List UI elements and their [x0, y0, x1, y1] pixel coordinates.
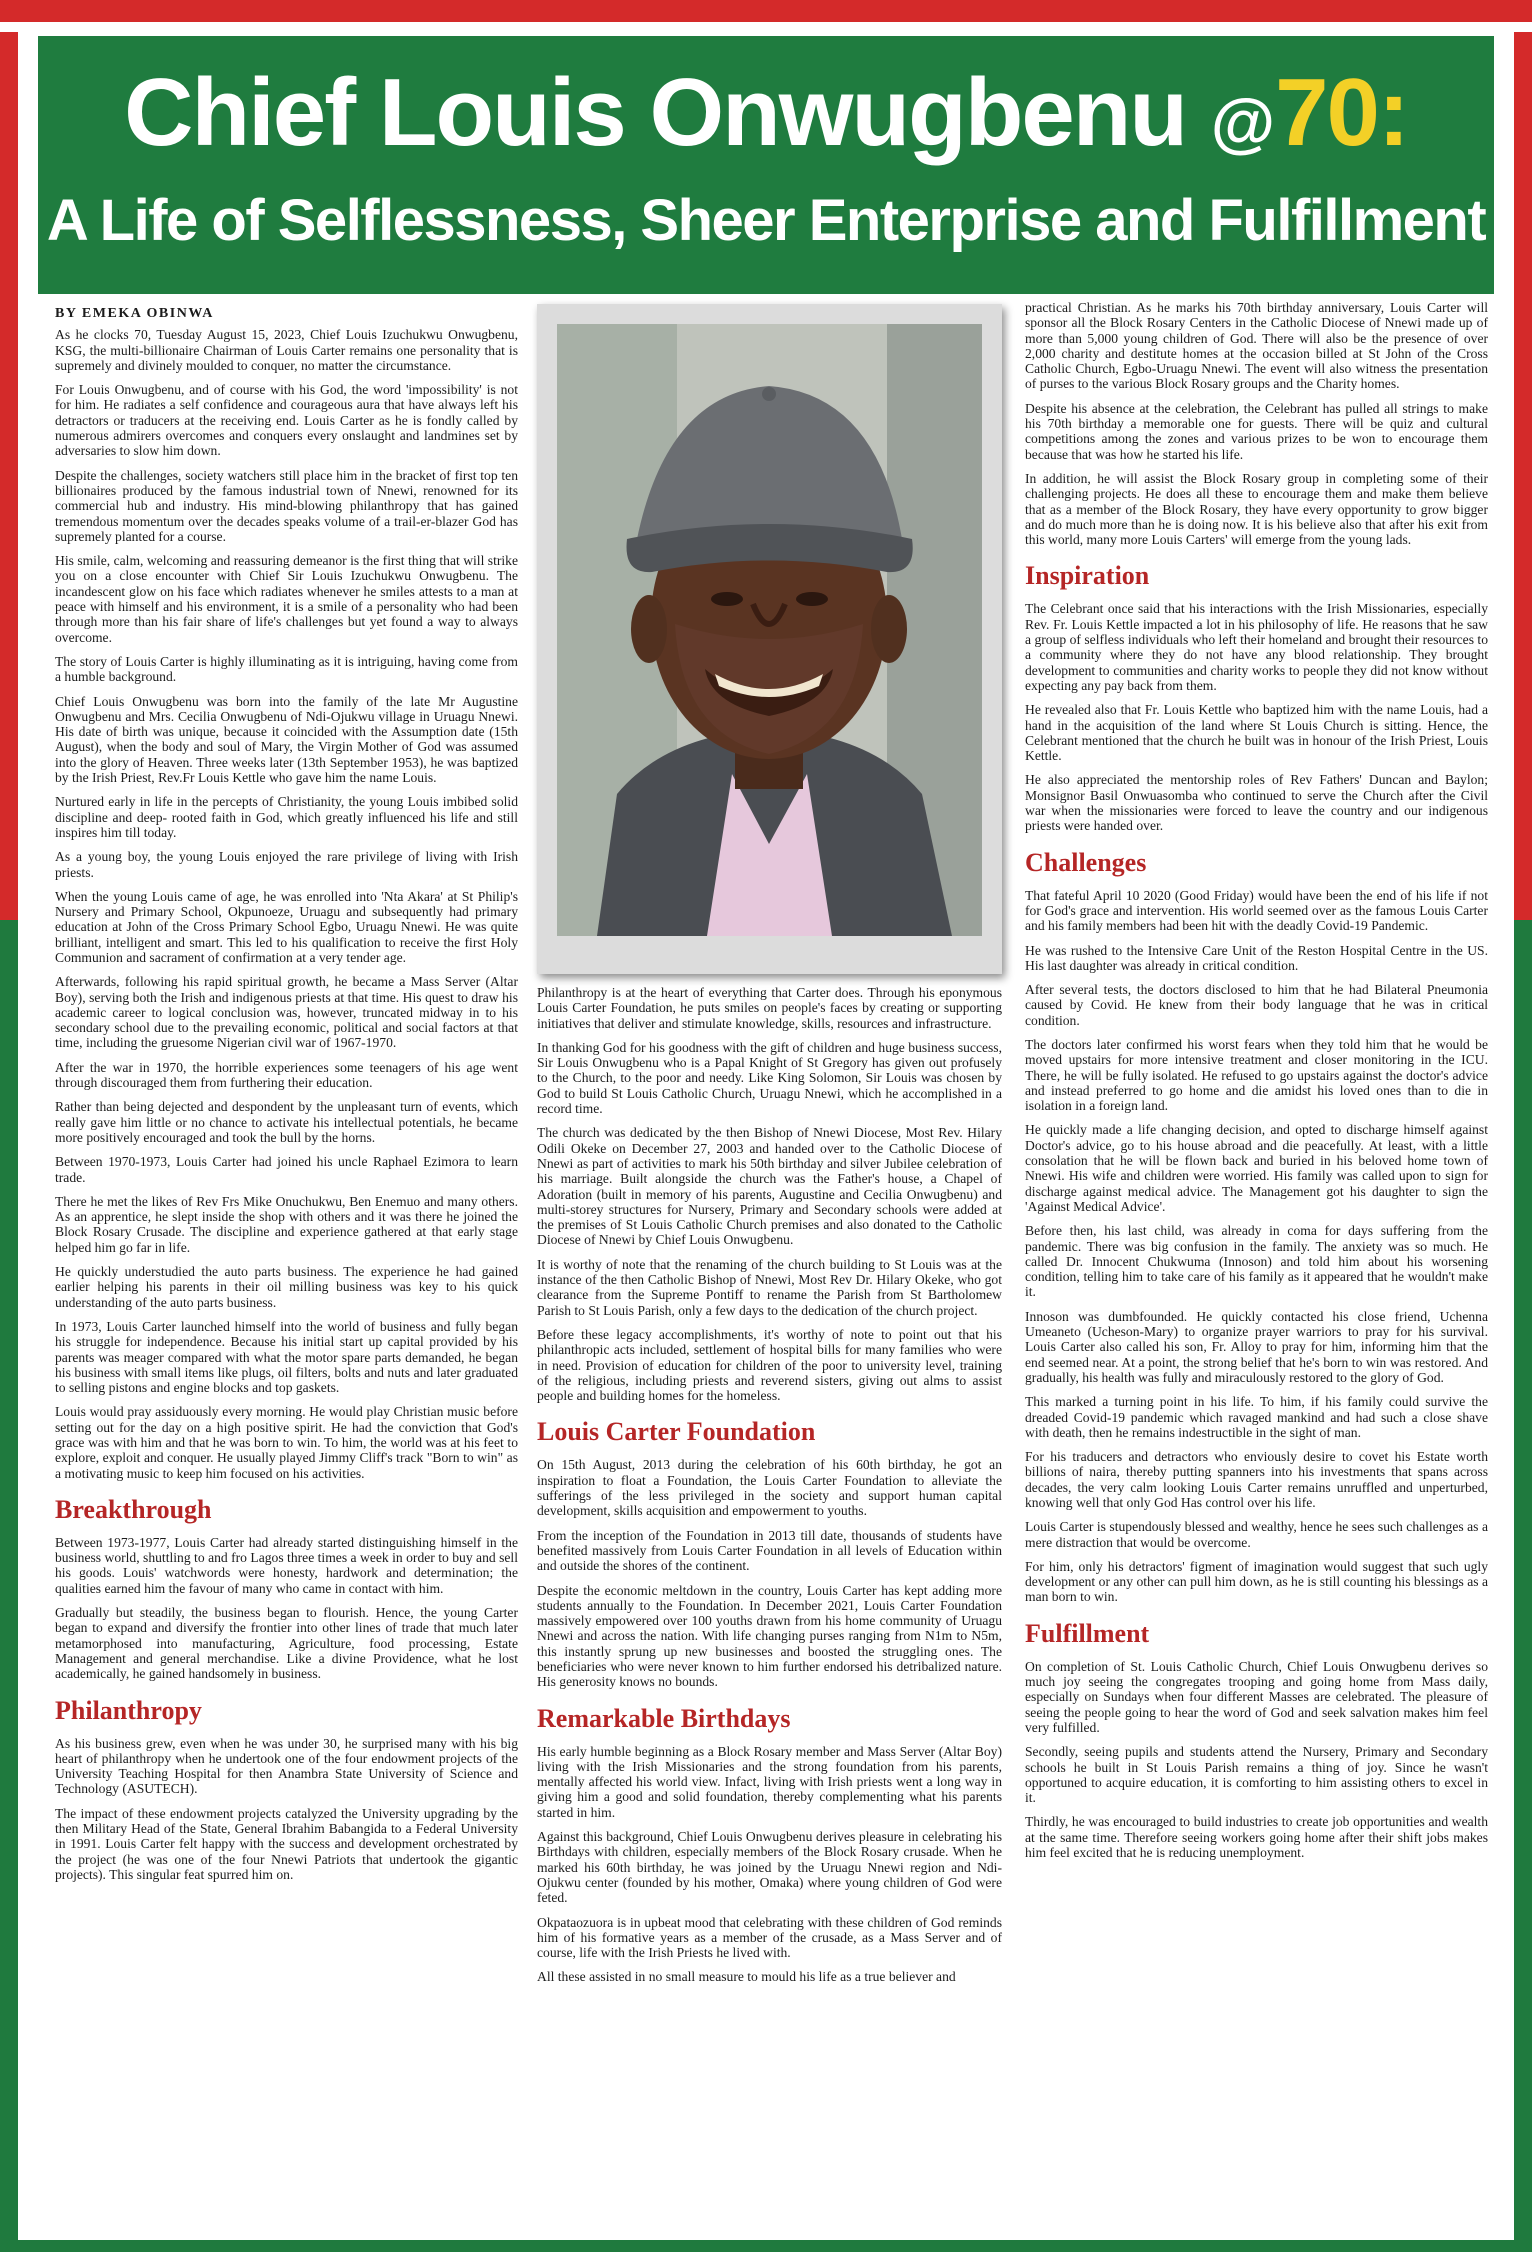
paragraph: After the war in 1970, the horrible experiences some teenagers of his age went through discouraged them from furthering their education.	[55, 1059, 518, 1091]
section-heading-foundation: Louis Carter Foundation	[537, 1417, 816, 1447]
paragraph: Okpataozuora is in upbeat mood that celebrating with these children of God reminds him of his formative years as a member of the crusade, as a Mass Server and of course, life with the Irish Priests he lived with.	[537, 1914, 1002, 1961]
bottom-green-stripe	[0, 2240, 1532, 2252]
paragraph: Louis Carter is stupendously blessed and wealthy, hence he sees such challenges as a mere distraction that would be overcome.	[1025, 1519, 1488, 1550]
section-heading-challenges: Challenges	[1025, 847, 1147, 877]
paragraph: Philanthropy is at the heart of everything that Carter does. Through his eponymous Louis Carter Foundation, he puts smiles on people's faces by creating or supporting initiatives that deliver and stimulate knowledge, skills, resources and infrastructure.	[537, 985, 1002, 1031]
paragraph: The impact of these endowment projects catalyzed the University upgrading by the then Military Head of the State, General Ibrahim Babangida to a Federal University in 1991. Louis Carter felt happy with the success and development orchestrated by the project (he was one of the four Nnewi Patriots that undertook the gigantic projects). This singular feat spurred him on.	[55, 1805, 518, 1882]
paragraph: This marked a turning point in his life. To him, if his family could survive the dreaded Covid-19 pandemic which ravaged mankind and had such a close shave with death, then he remains indestructible in the sight of man.	[1025, 1394, 1488, 1440]
portrait-illustration	[557, 324, 982, 936]
section-heading-inspiration: Inspiration	[1025, 561, 1150, 591]
paragraph: He was rushed to the Intensive Care Unit of the Reston Hospital Centre in the US. His last daughter was already in critical condition.	[1025, 942, 1488, 973]
paragraph: For his traducers and detractors who enviously desire to covet his Estate worth billions of naira, thereby putting spanners into his investments that spans across decades, the very calm looking Louis Carter remains unruffled and unperturbed, knowing well that only God Has control over his life.	[1025, 1449, 1488, 1510]
paragraph: Innoson was dumbfounded. He quickly contacted his close friend, Uchenna Umeaneto (Ucheson-Mary) to organize prayer warriors to pray for his survival. Louis Carter also called his son, Fr. Alloy to pray for him, informing him that the end seemed near. At a point, the strong belief that he's born to win was restored. And gradually, his health was fully and miraculously restored to the glory of God.	[1025, 1308, 1488, 1385]
left-edge-stripe	[0, 32, 18, 2252]
left-column	[55, 300, 518, 1891]
paragraph: As a young boy, the young Louis enjoyed the rare privilege of living with Irish priests.	[55, 849, 518, 880]
paragraph: As he clocks 70, Tuesday August 15, 2023, Chief Louis Izuchukwu Onwugbenu, KSG, the multi-billionaire Chairman of Louis Carter remains one personality that is supremely and divinely moulded to conquer, no matter the circumstance.	[55, 327, 518, 373]
headline-title	[38, 58, 1494, 177]
paragraph: On completion of St. Louis Catholic Church, Chief Louis Onwugbenu derives so much joy seeing the congregates trooping and going home from Mass daily, especially on Sundays when four different Masses are celebrated. The pleasure of seeing the people going to hear the word of God and seek salvation makes him feel very fulfilled.	[1025, 1658, 1488, 1735]
section-heading-fulfillment: Fulfillment	[1025, 1618, 1150, 1648]
portrait-photo-frame	[537, 304, 1002, 974]
headline-subtitle: A Life of Selflessness, Sheer Enterprise and Fulfillment	[46, 188, 1486, 253]
paragraph: Before these legacy accomplishments, it's worthy of note to point out that his philanthropic acts included, settlement of hospital bills for many families who were in need. Provision of education for children of the poor to university level, training of the religious, including priests and reverend sisters, giving out alms to assist people and building homes for the homeless.	[537, 1326, 1002, 1404]
paragraph: For him, only his detractors' figment of imagination would suggest that such ugly development or any other can pull him down, as he is still counting his blessings as a man born to win.	[1025, 1558, 1488, 1605]
paragraph: For Louis Onwugbenu, and of course with his God, the word 'impossibility' is not for him. He radiates a self confidence and courageous aura that have always left his detractors or traducers at the receiving end. Louis Carter as he is fondly called by numerous admirers overcomes and conquers every onslaught and landmines set by adversaries to slow him down.	[55, 382, 518, 459]
headline-age: 70:	[1275, 59, 1408, 166]
paragraph: practical Christian. As he marks his 70th birthday anniversary, Louis Carter will sponsor all the Block Rosary Centers in the Catholic Diocese of Nnewi made up of more than 5,000 young children of God. There will also be the presence of over 2,000 charity and destitute homes at the occasion billed at St John of the Cross Catholic Church, Egbo-Uruagu Nnewi. The event will also witness the presentation of purses to the various Block Rosary groups and the Charity homes.	[1025, 300, 1488, 392]
top-red-stripe	[0, 0, 1532, 22]
paragraph: In 1973, Louis Carter launched himself into the world of business and fully began his struggle for independence. Because his initial start up capital provided by his parents was meager compared with what the motor spare parts demanded, he began his business with small items like plugs, oil filters, bolts and nuts and later graduated to selling pistons and engine blocks and top gaskets.	[55, 1318, 518, 1396]
portrait-photo	[557, 324, 982, 936]
headline-banner	[38, 36, 1494, 294]
paragraph: Thirdly, he was encouraged to build industries to create job opportunities and wealth at the same time. Therefore seeing workers going home after their shift jobs makes him feel excited that he is reducing unemployment.	[1025, 1814, 1488, 1861]
byline: BY EMEKA OBINWA	[55, 306, 214, 321]
paragraph: Between 1973-1977, Louis Carter had already started distinguishing himself in the business world, shuttling to and fro Lagos three times a week in order to buy and sell his goods. Louis' watchwords were honesty, hardwork and determination; the qualities earned him the favour of many who came in contact with him.	[55, 1534, 518, 1596]
paragraph: It is worthy of note that the renaming of the church building to St Louis was at the instance of the then Catholic Bishop of Nnewi, Most Rev Dr. Hilary Okeke, who got clearance from the Supreme Pontiff to rename the Parish from St Bartholomew Parish to St Louis Parish, only a few days to the dedication of the church project.	[537, 1256, 1002, 1318]
paragraph: He quickly understudied the auto parts business. The experience he had gained earlier helping his parents in their oil milling business was key to his quick understanding of the auto parts business.	[55, 1264, 518, 1310]
section-heading-breakthrough: Breakthrough	[55, 1494, 212, 1524]
paragraph: There he met the likes of Rev Frs Mike Onuchukwu, Ben Enemuo and many others. As an apprentice, he slept inside the shop with others and it was there he joined the Block Rosary Crusade. The discipline and experience gathered at that early stage helped him go far in life.	[55, 1193, 518, 1255]
paragraph: He revealed also that Fr. Louis Kettle who baptized him with the name Louis, had a hand in the acquisition of the land where St Louis Church is sitting. Hence, the Celebrant mentioned that the church he built was in honour of the Irish Priest, Louis Kettle.	[1025, 702, 1488, 764]
headline-at: @	[1210, 85, 1276, 159]
paragraph: From the inception of the Foundation in 2013 till date, thousands of students have benefited massively from Louis Carter Foundation in all levels of Education within and outside the shores of the continent.	[537, 1527, 1002, 1574]
paragraph: Despite the economic meltdown in the country, Louis Carter has kept adding more students annually to the Foundation. In December 2021, Louis Carter Foundation massively empowered over 100 youths drawn from his home community of Uruagu Nnewi and across the nation. With life changing purses ranging from N1m to N5m, this instantly sprung up new businesses and boosted the struggling ones. The beneficiaries who were never known to him further endorsed his detribalized nature. His generosity knows no bounds.	[537, 1582, 1002, 1690]
paragraph: He also appreciated the mentorship roles of Rev Fathers' Duncan and Baylon; Monsignor Basil Onwuasomba who continued to serve the Church after the Civil war when the missionaries were forced to leave the country and our indigenous priests were handed over.	[1025, 772, 1488, 834]
paragraph: Against this background, Chief Louis Onwugbenu derives pleasure in celebrating his Birthdays with children, especially members of the Block Rosary crusade. When he marked his 60th birthday, he was joined by the Uruagu Nnewi region and Ndi-Ojukwu center (founded by his mother, Omaka) where young children of God were feted.	[537, 1829, 1002, 1906]
paragraph: When the young Louis came of age, he was enrolled into 'Nta Akara' at St Philip's Nursery and Primary School, Okpunoeze, Uruagu and subsequently had primary education at John of the Cross Primary School Egbo, Uruagu Nnewi. He was quite brilliant, intelligent and smart. This led to his qualification to receive the first Holy Communion and sacrament of confirmation at a very tender age.	[55, 888, 518, 965]
right-column	[1025, 300, 1488, 1869]
paragraph: Rather than being dejected and despondent by the unpleasant turn of events, which really gave him little or no chance to activate his intellectual potentials, he became more positively encouraged and took the bull by the horns.	[55, 1099, 518, 1145]
paragraph: Afterwards, following his rapid spiritual growth, he became a Mass Server (Altar Boy), serving both the Irish and indigenous priests at that time. His quest to draw his academic career to logical conclusion was, however, truncated midway in to his secondary school due to the prevailing economic, political and social factors at that time, including the gruesome Nigerian civil war of 1967-1970.	[55, 974, 518, 1051]
paragraph: The Celebrant once said that his interactions with the Irish Missionaries, especially Rev. Fr. Louis Kettle impacted a lot in his philosophy of life. He reasons that he saw a group of selfless individuals who left their homeland and brought their resources to a community where they do not have any blood relationship. They brought development to communities and charity works to people they did not know without expecting any pay back from them.	[1025, 601, 1488, 693]
paragraph: All these assisted in no small measure to mould his life as a true believer and	[537, 1969, 956, 1985]
paragraph: Chief Louis Onwugbenu was born into the family of the late Mr Augustine Onwugbenu and Mrs. Cecilia Onwugbenu of Ndi-Ojukwu village in Uruagu Nnewi. His date of birth was unique, because it coincided with the Assumption date (15th August), when the body and soul of Mary, the Virgin Mother of God was assumed into the glory of Heaven. Three weeks later (13th September 1953), he was baptized by the Irish Priest, Rev.Fr Louis Kettle who gave him the name Louis.	[55, 693, 518, 786]
top-white-stripe	[0, 22, 1532, 32]
section-heading-birthdays: Remarkable Birthdays	[537, 1703, 791, 1733]
paragraph: The church was dedicated by the then Bishop of Nnewi Diocese, Most Rev. Hilary Odili Okeke on December 27, 2003 and handed over to the Catholic Diocese of Nnewi as part of activities to mark his 50th birthday and silver Jubilee celebration of his marriage. Built alongside the church was the Father's house, a Chapel of Adoration (built in memory of his parents, Augustine and Cecilia Onwugbenu) and multi-storey structures for Nursery, Primary and Secondary schools were added at the premises of St Louis Catholic Church premises and also donated to the Catholic Diocese of Nnewi by Chief Louis Onwugbenu.	[537, 1125, 1002, 1248]
headline-name: Chief Louis Onwugbenu	[124, 59, 1187, 166]
paragraph: Louis would pray assiduously every morning. He would play Christian music before setting out for the day on a high positive spirit. He had the conviction that God's grace was with him and that he was born to win. To him, the world was at his feet to explore, exploit and conquer. He usually played Jimmy Cliff's track "Born to win" as a motivating music to keep him focused on his activities.	[55, 1404, 518, 1481]
paragraph: Before then, his last child, was already in coma for days suffering from the pandemic. There was big confusion in the family. The anxiety was so much. He called Dr. Innocent Chukwuma (Innoson) and told him about his worsening condition, telling him to take care of his family as it appeared that he wouldn't make it.	[1025, 1223, 1488, 1300]
paragraph: The story of Louis Carter is highly illuminating as it is intriguing, having come from a humble background.	[55, 653, 518, 685]
section-heading-philanthropy: Philanthropy	[55, 1695, 202, 1725]
paragraph: As his business grew, even when he was under 30, he surprised many with his big heart of philanthropy when he undertook one of the four endowment projects of the University Teaching Hospital for then Anambra State University of Science and Technology (ASUTECH).	[55, 1735, 518, 1797]
paragraph: Gradually but steadily, the business began to flourish. Hence, the young Carter began to expand and diversify the frontier into other lines of trade that much later metamorphosed into manufacturing, Agriculture, food processing, Estate Management and general merchandise. Like a divine Providence, what he lost academically, he gained handsomely in business.	[55, 1605, 518, 1682]
paragraph: Despite the challenges, society watchers still place him in the bracket of first top ten billionaires produced by the famous industrial town of Nnewi, renowned for its commercial hub and industry. His mind-blowing philanthropy that has gained tremendous momentum over the decades speaks volume of a trail-er-blazer God has supremely planted for a course.	[55, 467, 518, 544]
paragraph: That fateful April 10 2020 (Good Friday) would have been the end of his life if not for God's grace and intervention. His world seemed over as the famous Louis Carter and his family members had been hit with the deadly Covid-19 Pandemic.	[1025, 887, 1488, 934]
paragraph: In thanking God for his goodness with the gift of children and huge business success, Sir Louis Onwugbenu who is a Papal Knight of St Gregory has given out profusely to the Church, to the poor and needy. Like King Solomon, Sir Louis was chosen by God to build St Louis Catholic Church, Uruagu Nnewi, which he accomplished in a record time.	[537, 1039, 1002, 1117]
paragraph: He quickly made a life changing decision, and opted to discharge himself against Doctor's advice, go to his house abroad and die peacefully. At least, with a little consolation that he will be flown back and buried in his beloved home town of Nnewi. His wife and children were worried. His family was called upon to sign for discharge against medical advice. The Management got his daughter to sign the 'Against Medical Advice'.	[1025, 1122, 1488, 1214]
paragraph: Nurtured early in life in the percepts of Christianity, the young Louis imbibed solid discipline and deep- rooted faith in God, which greatly influenced his life and still inspires him till today.	[55, 794, 518, 840]
paragraph: His smile, calm, welcoming and reassuring demeanor is the first thing that will strike you on a close encounter with Chief Sir Louis Izuchukwu Onwugbenu. The incandescent glow on his face which radiates whenever he smiles attests to a man at peace with himself and his environment, it is a smile of a personality who had been through more than his fair share of life's challenges but yet found a way to always overcome.	[55, 553, 518, 645]
paragraph: Between 1970-1973, Louis Carter had joined his uncle Raphael Ezimora to learn trade.	[55, 1154, 518, 1185]
paragraph: In addition, he will assist the Block Rosary group in completing some of their challenging projects. He does all these to encourage them and make them believe that as a member of the Block Rosary, they have every opportunity to grow bigger and do much more than he is doing now. It is his believe also that after his exit from this world, many more Louis Carters' will emerge from the young lads.	[1025, 470, 1488, 548]
paragraph: On 15th August, 2013 during the celebration of his 60th birthday, he got an inspiration to float a Foundation, the Louis Carter Foundation to alleviate the sufferings of the less privileged in the society and support human capital development, skills acquisition and empowerment to youths.	[537, 1457, 1002, 1519]
paragraph: The doctors later confirmed his worst fears when they told him that he would be moved upstairs for more intensive treatment and closer monitoring in the ICU. There, he will be fully isolated. He refused to go upstairs against the doctor's advice and instead preferred to go home and die amidst his loved ones than to die in isolation in a foreign land.	[1025, 1036, 1488, 1114]
paragraph: After several tests, the doctors disclosed to him that he had Bilateral Pneumonia caused by Covid. He knew from their body language that he was in critical condition.	[1025, 982, 1488, 1028]
middle-column	[537, 985, 1002, 1994]
paragraph: Despite his absence at the celebration, the Celebrant has pulled all strings to make his 70th birthday a memorable one for guests. There will be quiz and cultural competitions among the zones and various prizes to be won to encourage them because that was how he started his life.	[1025, 400, 1488, 462]
paragraph: His early humble beginning as a Block Rosary member and Mass Server (Altar Boy) living with the Irish Missionaries and the strong foundation from his parents, mentally affected his world view. Infact, living with Irish priests went a long way in giving him a good and solid foundation, thereby complementing what his parents started in him.	[537, 1743, 1002, 1820]
right-edge-stripe	[1514, 32, 1532, 2252]
paragraph: Secondly, seeing pupils and students attend the Nursery, Primary and Secondary schools he built in St Louis Parish remains a thing of joy. Since he wasn't opportuned to acquire education, it is comforting to him assisting others to excel in it.	[1025, 1744, 1488, 1806]
